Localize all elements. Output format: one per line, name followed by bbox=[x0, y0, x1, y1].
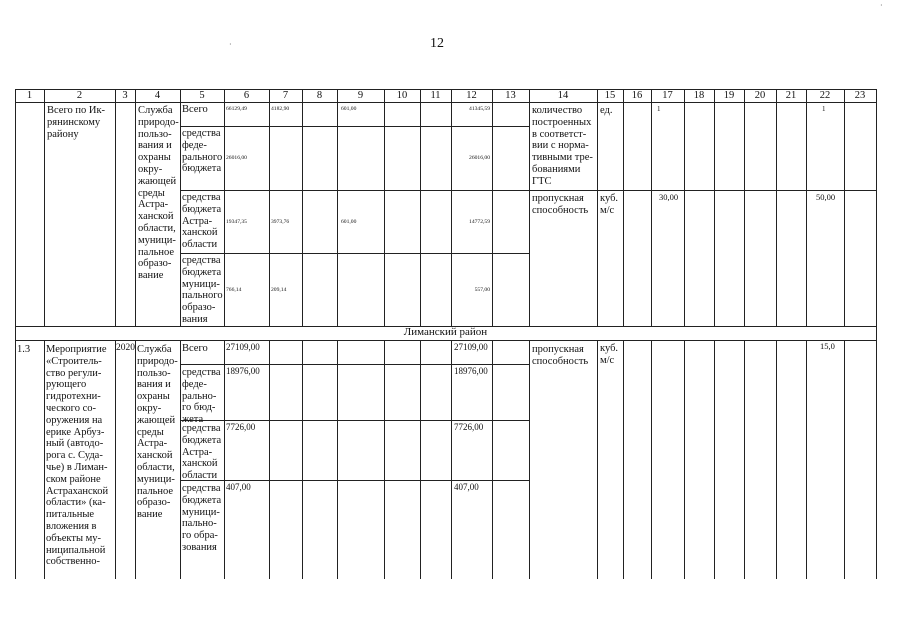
grid-line bbox=[714, 340, 715, 579]
column-header-6: 6 bbox=[243, 90, 250, 101]
funding-source: Всего bbox=[182, 343, 208, 354]
value-col6: 66129,49 bbox=[226, 106, 247, 112]
value-col12: 18976,00 bbox=[454, 366, 488, 376]
grid-line bbox=[44, 340, 45, 579]
funding-source: Всего bbox=[182, 104, 208, 115]
grid-line bbox=[529, 102, 530, 326]
grid-line bbox=[451, 102, 452, 326]
column-header-8: 8 bbox=[316, 90, 323, 101]
column-header-19: 19 bbox=[723, 90, 735, 101]
value-col6: 19347,35 bbox=[226, 218, 247, 225]
grid-line bbox=[529, 190, 877, 191]
value-col12: 41345,59 bbox=[469, 106, 490, 112]
grid-line bbox=[844, 102, 845, 326]
value-col6: 26016,00 bbox=[226, 155, 247, 161]
grid-line bbox=[180, 102, 181, 326]
grid-line bbox=[420, 102, 421, 326]
grid-line bbox=[224, 102, 225, 326]
measure-number: 1.3 bbox=[17, 344, 31, 355]
grid-line bbox=[115, 340, 116, 579]
agency-name: Служба природо- пользо- вания и охраны окру- жающей среды Астра- ханской области, муници- пальное образо- вание bbox=[138, 105, 179, 282]
grid-line bbox=[135, 340, 136, 579]
district-header: Лиманский район bbox=[403, 326, 488, 338]
grid-line bbox=[714, 102, 715, 326]
value-col7: 4182,90 bbox=[271, 106, 290, 112]
value-col9: 601,00 bbox=[341, 106, 357, 112]
column-header-10: 10 bbox=[396, 90, 408, 101]
grid-line bbox=[337, 102, 338, 326]
grid-line bbox=[15, 340, 877, 341]
measure-name: Мероприятие «Строитель- ство регули- рующего гидротехни- ческого со- оружения на ерике Арбуз- ный (автодо- рога с. Суда- чье) в Лиман- ском районе Астраханской области» (ка- питальные вложения в объекты му- ниципальной собственно- bbox=[46, 344, 109, 568]
grid-line bbox=[15, 102, 877, 103]
indicator-name: количество построенных в соответст- вии с норма- тивными тре- бованиями ГТС bbox=[532, 105, 593, 187]
column-header-14: 14 bbox=[557, 90, 569, 101]
column-header-7: 7 bbox=[282, 90, 289, 101]
grid-line bbox=[844, 340, 845, 579]
column-header-16: 16 bbox=[631, 90, 643, 101]
column-header-15: 15 bbox=[604, 90, 616, 101]
column-header-21: 21 bbox=[785, 90, 797, 101]
agency-name: Служба природо- пользо- вания и охраны окру- жающей среды Астра- ханской области, муници- пальное образо- вание bbox=[137, 344, 178, 521]
measure-year: 2020 bbox=[116, 343, 135, 353]
grid-line bbox=[529, 340, 530, 579]
indicator-value-col22: 50,00 bbox=[816, 192, 836, 202]
grid-line bbox=[684, 340, 685, 579]
grid-line bbox=[15, 340, 16, 579]
column-header-13: 13 bbox=[505, 90, 516, 101]
grid-line bbox=[876, 102, 877, 326]
grid-line bbox=[180, 126, 530, 127]
grid-line bbox=[744, 102, 745, 326]
column-header-4: 4 bbox=[154, 90, 161, 101]
grid-line bbox=[684, 102, 685, 326]
grid-line bbox=[135, 102, 136, 326]
grid-line bbox=[115, 102, 116, 326]
grid-line bbox=[302, 340, 303, 579]
indicator-unit: куб. м/с bbox=[600, 193, 619, 216]
value-col6: 7726,00 bbox=[226, 422, 256, 432]
grid-line bbox=[269, 340, 270, 579]
value-col6: 18976,00 bbox=[226, 366, 260, 376]
funding-source: средства феде- рального бюджета bbox=[182, 128, 223, 175]
grid-line bbox=[806, 102, 807, 326]
grid-line bbox=[384, 340, 385, 579]
column-header-2: 2 bbox=[76, 90, 83, 101]
value-col6: 407,00 bbox=[226, 482, 251, 492]
indicator-value-col22: 1 bbox=[822, 105, 826, 113]
grid-line bbox=[876, 326, 877, 340]
grid-line bbox=[180, 364, 530, 365]
grid-line bbox=[597, 102, 598, 326]
column-header-23: 23 bbox=[854, 90, 866, 101]
column-header-22: 22 bbox=[819, 90, 831, 101]
column-header-9: 9 bbox=[357, 90, 364, 101]
indicator-name: пропускная способность bbox=[532, 344, 589, 367]
value-col12: 14772,59 bbox=[469, 218, 490, 225]
grid-line bbox=[302, 102, 303, 326]
grid-line bbox=[876, 89, 877, 102]
scan-speck: · bbox=[880, 1, 883, 10]
grid-line bbox=[776, 102, 777, 326]
value-col12: 407,00 bbox=[454, 482, 479, 492]
value-col7: 209,14 bbox=[271, 286, 287, 293]
grid-line bbox=[623, 102, 624, 326]
grid-line bbox=[492, 102, 493, 326]
grid-line bbox=[337, 340, 338, 579]
column-header-5: 5 bbox=[199, 90, 205, 101]
grid-line bbox=[651, 340, 652, 579]
grid-line bbox=[180, 480, 530, 481]
page-number: 12 bbox=[430, 36, 444, 51]
grid-line bbox=[876, 340, 877, 579]
grid-line bbox=[623, 340, 624, 579]
indicator-value-col22: 15,0 bbox=[820, 341, 835, 351]
value-col6: 27109,00 bbox=[226, 342, 260, 352]
column-header-17: 17 bbox=[662, 90, 673, 101]
grid-line bbox=[651, 102, 652, 326]
grid-line bbox=[180, 190, 530, 191]
grid-line bbox=[180, 340, 181, 579]
grid-line bbox=[806, 340, 807, 579]
indicator-unit: ед. bbox=[600, 105, 613, 116]
value-col7: 3973,76 bbox=[271, 218, 290, 225]
grid-line bbox=[597, 340, 598, 579]
column-header-1: 1 bbox=[26, 90, 33, 101]
value-col12: 27109,00 bbox=[454, 342, 488, 352]
grid-line bbox=[15, 102, 16, 326]
column-header-20: 20 bbox=[754, 90, 766, 101]
grid-line bbox=[492, 340, 493, 579]
value-col6: 766,14 bbox=[226, 286, 242, 293]
value-col12: 26016,00 bbox=[469, 155, 490, 161]
indicator-name: пропускная способность bbox=[532, 193, 589, 216]
grid-line bbox=[744, 340, 745, 579]
grid-line bbox=[44, 102, 45, 326]
funding-source: средства бюджета муници- пально- го обра- зования bbox=[182, 483, 222, 553]
column-header-18: 18 bbox=[693, 90, 705, 101]
value-col12: 7726,00 bbox=[454, 422, 484, 432]
column-header-3: 3 bbox=[122, 90, 128, 101]
indicator-unit: куб. м/с bbox=[600, 343, 619, 366]
grid-line bbox=[451, 340, 452, 579]
value-col12: 557,00 bbox=[474, 286, 490, 293]
scan-speck: · bbox=[229, 40, 232, 49]
district-total-name: Всего по Ик- рянинскому району bbox=[47, 105, 106, 140]
column-header-11: 11 bbox=[430, 90, 441, 101]
grid-line bbox=[224, 340, 225, 579]
grid-line bbox=[420, 340, 421, 579]
grid-line bbox=[180, 420, 530, 421]
grid-line bbox=[384, 102, 385, 326]
indicator-value-col17: 1 bbox=[657, 105, 661, 113]
column-header-12: 12 bbox=[466, 90, 477, 101]
funding-source: средства бюджета Астра- ханской области bbox=[182, 192, 222, 251]
grid-line bbox=[180, 253, 530, 254]
value-col9: 601,00 bbox=[341, 218, 357, 225]
funding-source: средства бюджета Астра- ханской области bbox=[182, 423, 222, 482]
funding-source: средства феде- рально- го бюд- жета bbox=[182, 367, 221, 426]
indicator-value-col17: 30,00 bbox=[659, 192, 679, 202]
grid-line bbox=[269, 102, 270, 326]
grid-line bbox=[776, 340, 777, 579]
funding-source: средства бюджета муници- пального образо- вания bbox=[182, 255, 223, 325]
